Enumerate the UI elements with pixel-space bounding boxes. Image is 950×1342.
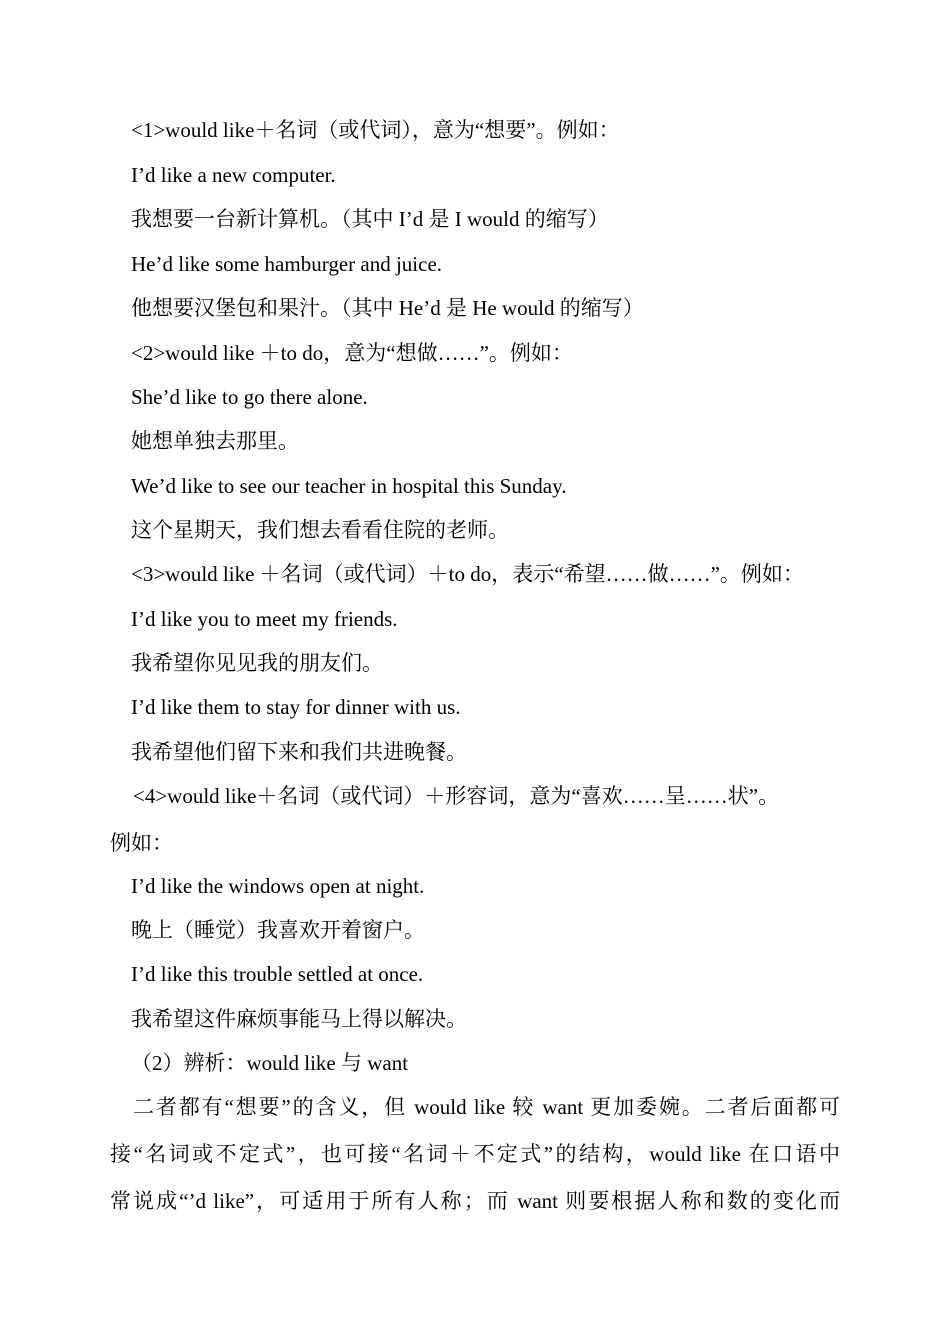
example-sentence-en: I’d like them to stay for dinner with us. (131, 695, 461, 719)
rule-4-heading: <4>would like＋名词（或代词）＋形容词，意为“喜欢……呈……状”。 (133, 784, 780, 808)
example-sentence-zh: 她想单独去那里。 (131, 429, 299, 453)
example-sentence-en: I’d like this trouble settled at once. (131, 962, 424, 986)
comparison-paragraph-line: 二者都有“想要”的含义，但 would like 较 want 更加委婉。二者后面都可 (133, 1095, 840, 1119)
example-sentence-zh: 我希望你见见我的朋友们。 (131, 651, 383, 675)
example-sentence-en: I’d like the windows open at night. (131, 874, 425, 898)
example-sentence-en: He’d like some hamburger and juice. (131, 252, 443, 276)
example-sentence-en: We’d like to see our teacher in hospital this Sunday. (131, 474, 567, 498)
comparison-paragraph-line: 接“名词或不定式”，也可接“名词＋不定式”的结构，would like 在口语中 (110, 1142, 840, 1166)
rule-3-heading: <3>would like ＋名词（或代词）＋to do，表示“希望……做……”。例如： (131, 562, 804, 586)
rule-2-heading: <2>would like ＋to do，意为“想做……”。例如： (131, 341, 573, 365)
example-sentence-en: I’d like you to meet my friends. (131, 607, 398, 631)
example-sentence-zh: 我希望这件麻烦事能马上得以解决。 (131, 1007, 467, 1031)
example-sentence-zh: 我希望他们留下来和我们共进晚餐。 (131, 740, 467, 764)
example-sentence-en: She’d like to go there alone. (131, 385, 368, 409)
example-sentence-en: I’d like a new computer. (131, 163, 336, 187)
rule-1-heading: <1>would like＋名词（或代词），意为“想要”。例如： (131, 118, 620, 142)
comparison-paragraph-line: 常说成“’d like”，可适用于所有人称；而 want 则要根据人称和数的变化而 (110, 1189, 840, 1213)
example-sentence-zh: 这个星期天，我们想去看看住院的老师。 (131, 518, 509, 542)
example-sentence-zh: 我想要一台新计算机。（其中 I’d 是 I would 的缩写） (131, 207, 609, 231)
section-2-heading: （2）辨析：would like 与 want (131, 1051, 409, 1075)
example-sentence-zh: 他想要汉堡包和果汁。（其中 He’d 是 He would 的缩写） (131, 296, 644, 320)
example-sentence-zh: 晚上（睡觉）我喜欢开着窗户。 (131, 918, 425, 942)
rule-4-heading-continuation: 例如： (110, 831, 173, 855)
